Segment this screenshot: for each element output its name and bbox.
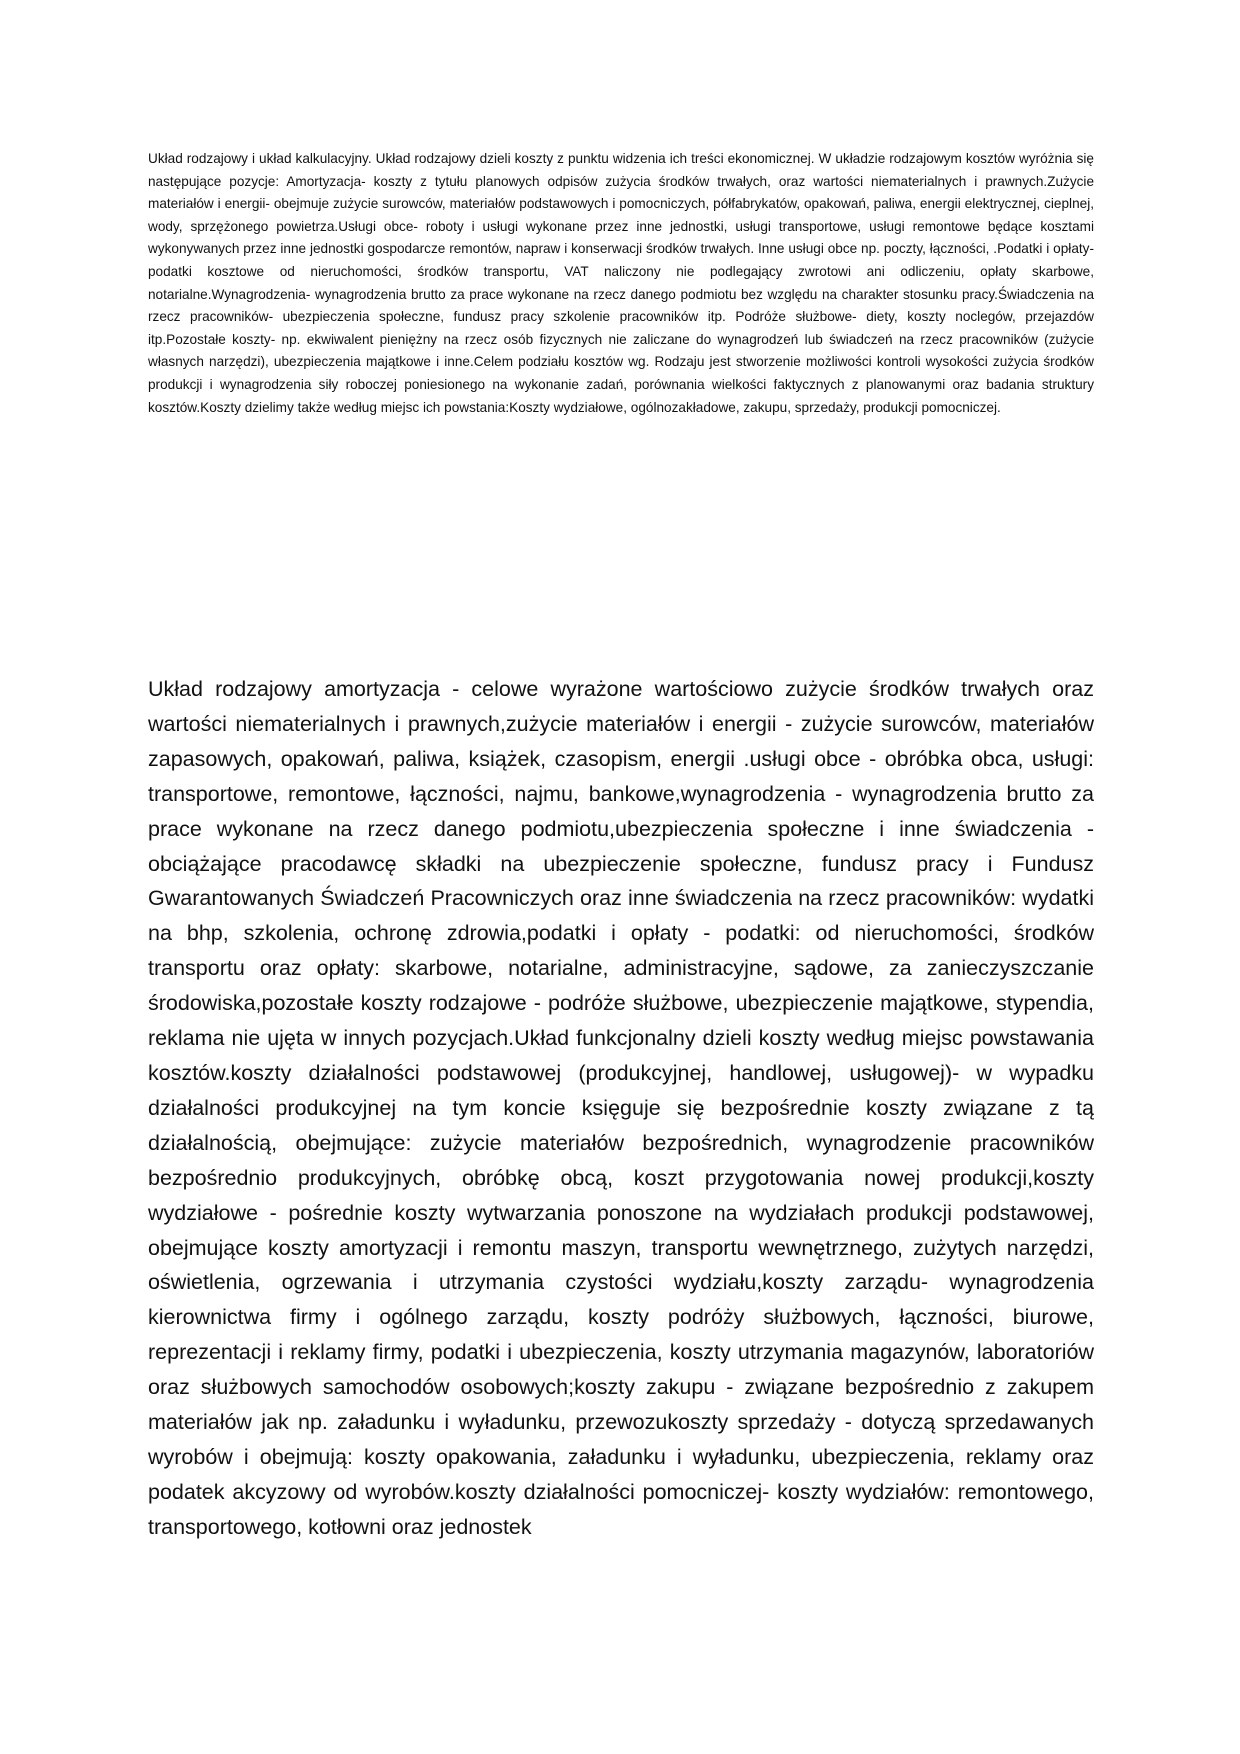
paragraph-cost-classification-detail: Układ rodzajowy amortyzacja - celowe wyrażone wartościowo zużycie środków trwałych oraz wartości niematerialnych i prawnych,zużycie materiałów i energii - zużycie surowców, materiałów zapasowych, opakowań, paliwa, książek, czasopism, energii .usługi obce - obróbka obca, usługi: transportowe, remontowe, łączności, najmu, bankowe,wynagrodzenia - wynagrodzenia brutto za prace wykonane na rzecz danego podmiotu,ubezpieczenia społeczne i inne świadczenia - obciążające pracodawcę składki na ubezpieczenie społeczne, fundusz pracy i Fundusz Gwarantowanych Świadczeń Pracowniczych oraz inne świadczenia na rzecz pracowników: wydatki na bhp, szkolenia, ochronę zdrowia,podatki i opłaty - podatki: od nieruchomości, środków transportu oraz opłaty: skarbowe, notarialne, administracyjne, sądowe, za zanieczyszczanie środowiska,pozostałe koszty rodzajowe - podróże służbowe, ubezpieczenie majątkowe, stypendia, reklama nie ujęta w innych pozycjach.Układ funkcjonalny dzieli koszty według miejsc powstawania kosztów.koszty działalności podstawowej (produkcyjnej, handlowej, usługowej)- w wypadku działalności produkcyjnej na tym koncie księguje się bezpośrednie koszty związane z tą działalnością, obejmujące: zużycie materiałów bezpośrednich, wynagrodzenie pracowników bezpośrednio produkcyjnych, obróbkę obcą, koszt przygotowania nowej produkcji,koszty wydziałowe - pośrednie koszty wytwarzania ponoszone na wydziałach produkcji podstawowej, obejmujące koszty amortyzacji i remontu maszyn, transportu wewnętrznego, zużytych narzędzi, oświetlenia, ogrzewania i utrzymania czystości wydziału,koszty zarządu- wynagrodzenia kierownictwa firmy i ogólnego zarządu, koszty podróży służbowych, łączności, biurowe, reprezentacji i reklamy firmy, podatki i ubezpieczenia, koszty utrzymania magazynów, laboratoriów oraz służbowych samochodów osobowych;koszty zakupu - związane bezpośrednio z zakupem materiałów jak np. załadunku i wyładunku, przewozukoszty sprzedaży - dotyczą sprzedawanych wyrobów i obejmują: koszty opakowania, załadunku i wyładunku, ubezpieczenia, reklamy oraz podatek akcyzowy od wyrobów.koszty działalności pomocniczej- koszty wydziałów: remontowego, transportowego, kotłowni oraz jednostek bbox=[148, 677, 1094, 1539]
paragraph-cost-classification-summary: Układ rodzajowy i układ kalkulacyjny. Układ rodzajowy dzieli koszty z punktu widzenia ich treści ekonomicznej. W układzie rodzajowym kosztów wyróżnia się następujące pozycje: Amortyzacja- koszty z tytułu planowych odpisów zużycia środków trwałych, oraz wartości niematerialnych i prawnych.Zużycie materiałów i energii- obejmuje zużycie surowców, materiałów podstawowych i pomocniczych, półfabrykatów, opakowań, paliwa, energii elektrycznej, cieplnej, wody, sprzężonego powietrza.Usługi obce- roboty i usługi wykonane przez inne jednostki, usługi transportowe, usługi remontowe będące kosztami wykonywanych przez inne jednostki gospodarcze remontów, napraw i konserwacji środków trwałych. Inne usługi obce np. poczty, łączności, .Podatki i opłaty- podatki kosztowe od nieruchomości, środków transportu, VAT naliczony nie podlegający zwrotowi ani odliczeniu, opłaty skarbowe, notarialne.Wynagrodzenia- wynagrodzenia brutto za prace wykonane na rzecz danego podmiotu bez względu na charakter stosunku pracy.Świadczenia na rzecz pracowników- ubezpieczenia społeczne, fundusz pracy szkolenie pracowników itp. Podróże służbowe- diety, koszty noclegów, przejazdów itp.Pozostałe koszty- np. ekwiwalent pieniężny na rzecz osób fizycznych nie zaliczane do wynagrodzeń lub świadczeń na rzecz pracowników (zużycie własnych narzędzi), ubezpieczenia majątkowe i inne.Celem podziału kosztów wg. Rodzaju jest stworzenie możliwości kontroli wysokości zużycia środków produkcji i wynagrodzenia siły roboczej poniesionego na wykonanie zadań, porównania wielkości faktycznych z planowanymi oraz badania struktury kosztów.Koszty dzielimy także według miejsc ich powstania:Koszty wydziałowe, ogólnozakładowe, zakupu, sprzedaży, produkcji pomocniczej. bbox=[148, 151, 1094, 415]
